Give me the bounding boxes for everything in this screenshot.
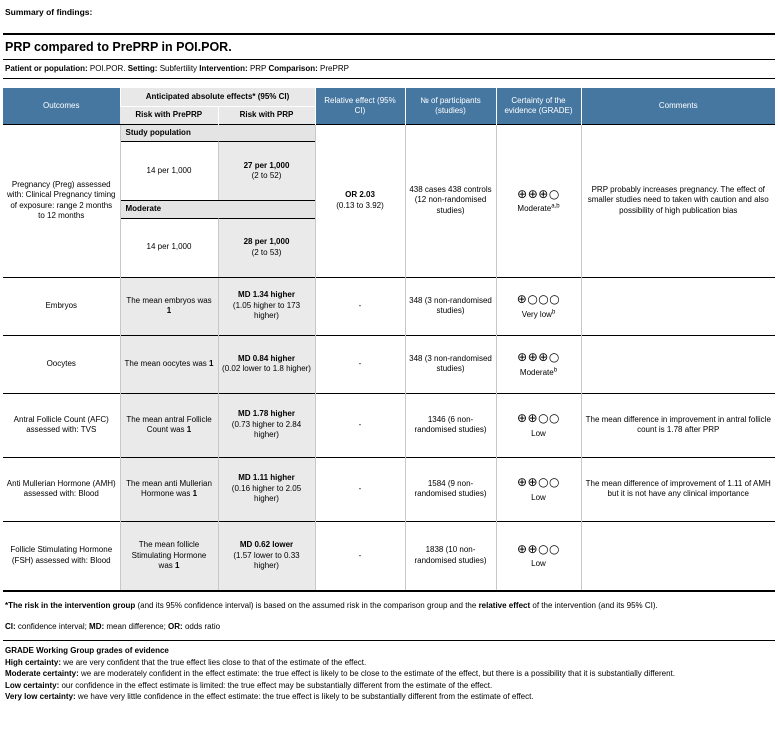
table-row-amh xyxy=(3,457,775,521)
comparison-value: PrePRP xyxy=(320,64,349,73)
footnote-marker: b xyxy=(553,367,558,373)
outcome-cell: Embryos xyxy=(3,277,120,335)
relative-effect-cell: - xyxy=(315,335,405,393)
col-header-risk-prp: Risk with PRP xyxy=(218,107,315,124)
header-row-1 xyxy=(3,88,775,107)
intervention-value: PRP xyxy=(249,64,269,73)
table-row-oocytes xyxy=(3,335,775,393)
risk-preprp-cell: The mean embryos was 1 xyxy=(120,277,218,335)
risk-prp-cell: MD 0.62 lower (1.57 lower to 0.33 higher) xyxy=(218,521,315,591)
relative-effect-cell: - xyxy=(315,457,405,521)
certainty-label: Low xyxy=(531,492,546,502)
risk-prp-value: 27 per 1,000 (2 to 52) xyxy=(218,141,315,200)
participants-cell: 1838 (10 non-randomised studies) xyxy=(405,521,496,591)
outcome-cell: Anti Mullerian Hormone (AMH) assessed with: Blood xyxy=(3,457,120,521)
col-header-participants: № of participants (studies) xyxy=(405,88,496,124)
moderate-band: Moderate xyxy=(121,200,315,217)
certainty-label: Very low$^b$ xyxy=(521,309,556,319)
certainty-cell xyxy=(496,277,581,335)
population-value: POI.POR. xyxy=(89,64,128,73)
relative-effect-cell xyxy=(315,124,405,277)
grade-symbols: ⊕○○○ xyxy=(516,292,561,307)
outcome-cell: Pregnancy (Preg) assessed with: Clinical Pregnancy timing of exposure: range 2 months to 12 months xyxy=(3,124,120,277)
grade-definition-moderate: Moderate certainty: we are moderately confident in the effect estimate: the true effect is likely to be close to the estimate of the effect, but there is a possibility that it is substantially different. xyxy=(5,669,675,679)
comments-cell xyxy=(581,277,775,335)
comparison-label: Comparison: xyxy=(268,64,321,73)
risk-preprp-cell: The mean anti Mullerian Hormone was 1 xyxy=(120,457,218,521)
certainty-cell xyxy=(496,124,581,277)
odds-ratio-ci: (0.13 to 3.92) xyxy=(336,200,384,210)
page-title: PRP compared to PrePRP in POI.POR. xyxy=(5,40,232,54)
participants-cell: 1346 (6 non-randomised studies) xyxy=(405,393,496,457)
comments-cell: The mean difference in improvement in antral follicle count is 1.78 after PRP xyxy=(581,393,775,457)
grade-symbols: ⊕⊕○○ xyxy=(516,411,561,426)
grade-definitions-title: GRADE Working Group grades of evidence xyxy=(5,646,169,656)
relative-effect-cell: - xyxy=(315,277,405,335)
comments-cell xyxy=(581,335,775,393)
risk-prp-value-moderate: 28 per 1,000 (2 to 53) xyxy=(218,218,315,277)
certainty-label: Moderate$^b$ xyxy=(519,367,558,377)
grade-symbols: ⊕⊕○○ xyxy=(516,541,561,556)
risk-preprp-cell: The mean follicle Stimulating Hormone was 1 xyxy=(120,521,218,591)
col-header-comments: Comments xyxy=(581,88,775,124)
relative-effect-cell: - xyxy=(315,521,405,591)
population-divider xyxy=(3,78,775,79)
risk-preprp-cell: The mean oocytes was 1 xyxy=(120,335,218,393)
grade-definitions xyxy=(5,645,773,703)
abbreviations-line: CI: confidence interval; MD: mean difference; OR: odds ratio xyxy=(5,622,221,632)
grade-definition-high: High certainty: we are very confident that the true effect lies close to that of the estimate of the effect. xyxy=(5,657,367,667)
absolute-effects-cell xyxy=(120,124,315,277)
risk-prp-cell: MD 1.78 higher (0.73 higher to 2.84 higher) xyxy=(218,393,315,457)
intervention-label: Intervention: xyxy=(199,64,250,73)
col-header-absolute-effects: Anticipated absolute effects* (95% CI) xyxy=(120,88,315,107)
certainty-cell xyxy=(496,335,581,393)
certainty-cell xyxy=(496,521,581,591)
top-divider xyxy=(3,33,775,35)
certainty-label: Moderate$^{a,b}$ xyxy=(517,203,560,214)
participants-cell: 348 (3 non-randomised studies) xyxy=(405,277,496,335)
participants-cell: 1584 (9 non-randomised studies) xyxy=(405,457,496,521)
setting-value: Subfertility xyxy=(159,64,200,73)
col-header-certainty: Certainty of the evidence (GRADE) xyxy=(496,88,581,124)
grade-symbols: ⊕⊕○○ xyxy=(516,475,561,490)
outcome-cell: Follicle Stimulating Hormone (FSH) assessed with: Blood xyxy=(3,521,120,591)
certainty-cell xyxy=(496,393,581,457)
table-row-fsh xyxy=(3,521,775,591)
summary-of-findings-label: Summary of findings: xyxy=(5,7,93,17)
summary-of-findings-table xyxy=(3,88,775,592)
col-header-outcomes: Outcomes xyxy=(3,88,120,124)
footnote-marker: a,b xyxy=(551,203,560,210)
certainty-cell xyxy=(496,457,581,521)
certainty-label: Low xyxy=(531,428,546,438)
certainty-label: Low xyxy=(531,559,546,569)
relative-effect-cell: - xyxy=(315,393,405,457)
setting-label: Setting: xyxy=(127,64,160,73)
grade-symbols: ⊕⊕⊕○ xyxy=(517,350,560,365)
risk-preprp-cell: The mean antral Follicle Count was 1 xyxy=(120,393,218,457)
population-label: Patient or population: xyxy=(5,64,90,73)
risk-prp-cell: MD 1.11 higher (0.16 higher to 2.05 higher) xyxy=(218,457,315,521)
risk-prp-cell: MD 1.34 higher (1.05 higher to 173 higher) xyxy=(218,277,315,335)
grade-symbols: ⊕⊕⊕○ xyxy=(517,186,560,201)
title-divider xyxy=(3,59,775,60)
risk-preprp-value: 14 per 1,000 xyxy=(121,141,218,200)
risk-preprp-value-moderate: 14 per 1,000 xyxy=(121,218,218,277)
odds-ratio: OR 2.03 xyxy=(345,190,375,200)
participants-cell: 438 cases 438 controls (12 non-randomised studies) xyxy=(405,124,496,277)
comments-cell: The mean difference of improvement of 1.11 of AMH but it is not have any clinical importance xyxy=(581,457,775,521)
comments-cell xyxy=(581,521,775,591)
outcome-cell: Oocytes xyxy=(3,335,120,393)
table-row-afc xyxy=(3,393,775,457)
participants-cell: 348 (3 non-randomised studies) xyxy=(405,335,496,393)
risk-prp-cell: MD 0.84 higher (0.02 lower to 1.8 higher) xyxy=(218,335,315,393)
study-population-band: Study population xyxy=(121,125,315,141)
col-header-relative-effect: Relative effect (95% CI) xyxy=(315,88,405,124)
population-line xyxy=(5,64,773,73)
footnote-marker: b xyxy=(551,309,556,315)
grade-definition-very-low: Very low certainty: we have very little confidence in the effect estimate: the true effect is likely to be substantially different from the estimate of effect. xyxy=(5,692,534,702)
table-row-embryos xyxy=(3,277,775,335)
absolute-effects-grid xyxy=(121,125,315,277)
col-header-risk-preprp: Risk with PrePRP xyxy=(120,107,218,124)
outcome-cell: Antral Follicle Count (AFC) assessed with: TVS xyxy=(3,393,120,457)
grade-definition-low: Low certainty: our confidence in the effect estimate is limited: the true effect may be substantially different from the estimate of the effect. xyxy=(5,680,493,690)
grade-section-divider xyxy=(3,640,775,641)
comments-cell: PRP probably increases pregnancy. The effect of smaller studies need to taken with caution and also possibility of high publication bias xyxy=(581,124,775,277)
risk-footnote: *The risk in the intervention group (and its 95% confidence interval) is based on the assumed risk in the comparison group and the relative effect of the intervention (and its 95% CI). xyxy=(5,601,658,611)
table-row-pregnancy xyxy=(3,124,775,277)
